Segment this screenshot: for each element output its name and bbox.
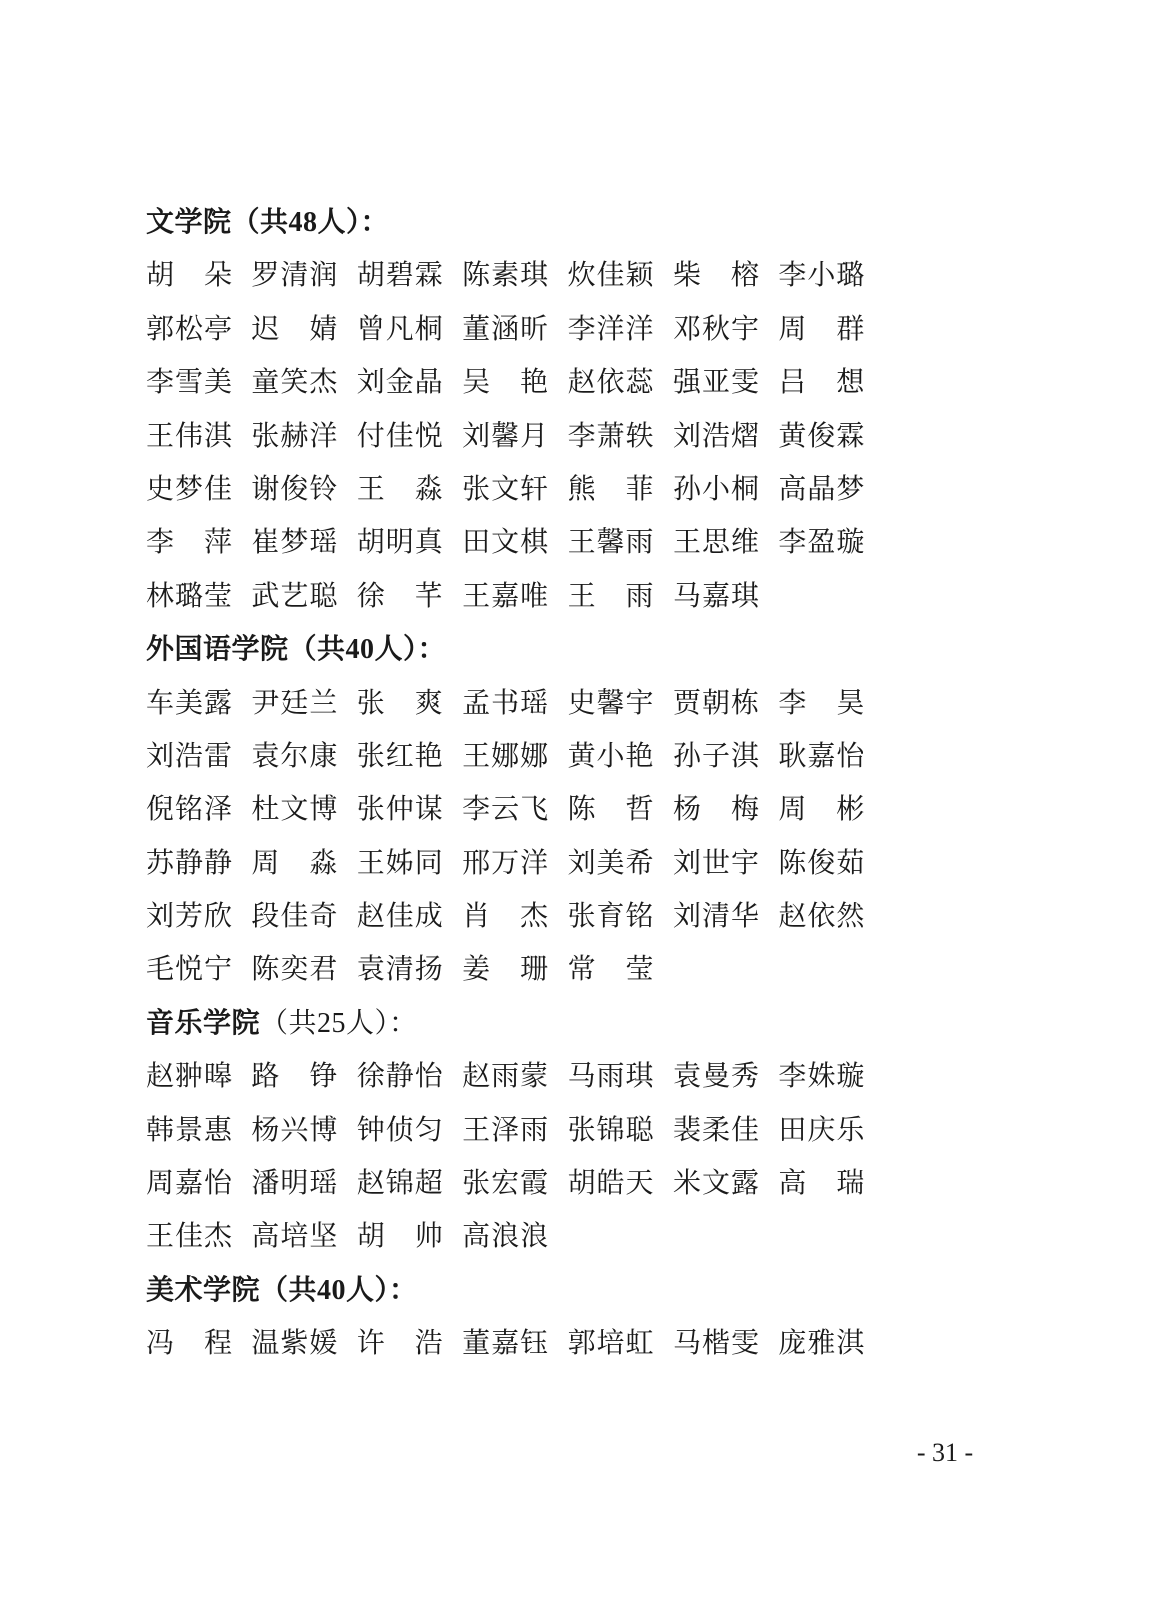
college-section <box>146 623 876 997</box>
student-name: 潘明瑶 <box>251 1168 338 1200</box>
student-name: 耿嘉怡 <box>778 740 865 772</box>
student-name: 车美露 <box>146 687 232 719</box>
student-name: 强亚雯 <box>672 367 759 399</box>
college-heading <box>146 997 876 1050</box>
student-name: 黄小艳 <box>567 740 654 772</box>
student-name: 徐 芊 <box>356 580 443 612</box>
student-name: 孙子淇 <box>672 740 759 772</box>
student-name: 马嘉琪 <box>672 580 759 612</box>
name-grid <box>146 1050 876 1264</box>
college-title: 文学院 <box>146 207 232 238</box>
student-name: 韩景惠 <box>146 1114 232 1146</box>
student-name: 赵锦超 <box>356 1168 443 1200</box>
college-count: （共25人）： <box>260 1007 418 1039</box>
student-name: 董涵昕 <box>462 313 549 345</box>
student-name: 董嘉钰 <box>462 1328 549 1360</box>
student-name: 迟 婧 <box>251 313 338 345</box>
college-heading <box>146 196 876 249</box>
college-heading <box>146 1264 876 1317</box>
student-name: 马雨琪 <box>567 1061 654 1093</box>
student-name: 武艺聪 <box>251 580 338 612</box>
student-name: 童笑杰 <box>251 367 338 399</box>
student-name: 史馨宇 <box>567 687 654 719</box>
student-name: 刘浩雷 <box>146 740 232 772</box>
student-name: 王佳杰 <box>146 1221 232 1253</box>
student-name: 姜 珊 <box>462 954 549 986</box>
student-name: 黄俊霖 <box>778 420 865 452</box>
student-name: 李小璐 <box>778 260 865 292</box>
student-name: 炊佳颖 <box>567 260 654 292</box>
student-name: 赵雨蒙 <box>462 1061 549 1093</box>
student-name: 高晶梦 <box>778 473 865 505</box>
student-name: 田文棋 <box>462 527 549 559</box>
student-name: 王姊同 <box>356 847 443 879</box>
student-name: 陈 哲 <box>567 794 654 826</box>
student-name: 张仲谋 <box>356 794 443 826</box>
college-count: （共40人）： <box>288 634 447 666</box>
student-name: 段佳奇 <box>251 901 338 933</box>
student-name: 高浪浪 <box>462 1221 549 1253</box>
student-name: 王思维 <box>672 527 759 559</box>
student-name: 胡明真 <box>356 527 443 559</box>
student-name: 孟书瑶 <box>462 687 549 719</box>
student-name: 陈素琪 <box>462 260 549 292</box>
student-name: 胡 朵 <box>146 260 232 292</box>
student-name: 刘世宇 <box>672 847 759 879</box>
student-name: 陈俊茹 <box>778 847 865 879</box>
student-name: 李 萍 <box>146 527 232 559</box>
college-count: （共40人）： <box>260 1274 418 1306</box>
student-name: 温紫媛 <box>251 1328 338 1360</box>
student-name: 马楷雯 <box>672 1328 759 1360</box>
name-grid <box>146 1317 876 1370</box>
student-name: 杨兴博 <box>251 1114 338 1146</box>
student-name: 郭松亭 <box>146 313 232 345</box>
student-name: 胡皓天 <box>567 1168 654 1200</box>
student-name: 郭培虹 <box>567 1328 654 1360</box>
college-section <box>146 997 876 1264</box>
college-count: （共48人）： <box>231 207 390 238</box>
student-name: 李萧轶 <box>567 420 654 452</box>
student-name: 张锦聪 <box>567 1114 654 1146</box>
student-name: 杜文博 <box>251 794 338 826</box>
student-name: 倪铭泽 <box>146 794 232 826</box>
name-grid <box>146 249 876 623</box>
student-name: 高培坚 <box>251 1221 338 1253</box>
student-name: 崔梦瑶 <box>251 527 338 559</box>
student-name: 张赫洋 <box>251 420 338 452</box>
student-name: 冯 程 <box>146 1328 232 1360</box>
student-name: 赵依蕊 <box>567 367 654 399</box>
student-name: 王嘉唯 <box>462 580 549 612</box>
student-name: 米文露 <box>672 1168 759 1200</box>
student-name: 吴 艳 <box>462 367 549 399</box>
student-name: 吕 想 <box>778 367 865 399</box>
student-name: 胡 帅 <box>356 1221 443 1253</box>
student-name: 胡碧霖 <box>356 260 443 292</box>
student-name: 周 群 <box>778 313 865 345</box>
student-name: 赵翀暤 <box>146 1061 232 1093</box>
student-name: 李盈璇 <box>778 527 865 559</box>
student-name: 刘美希 <box>567 847 654 879</box>
student-name: 周 淼 <box>251 847 338 879</box>
student-name: 曾凡桐 <box>356 313 443 345</box>
student-name: 赵依然 <box>778 901 865 933</box>
name-list-content <box>146 196 876 1371</box>
name-grid <box>146 677 876 997</box>
student-name: 谢俊铃 <box>251 473 338 505</box>
student-name: 柴 榕 <box>672 260 759 292</box>
student-name: 陈奕君 <box>251 954 338 986</box>
student-name: 苏静静 <box>146 847 232 879</box>
student-name: 周嘉怡 <box>146 1168 232 1200</box>
student-name: 庞雅淇 <box>778 1328 865 1360</box>
student-name: 常 莹 <box>567 954 654 986</box>
student-name: 刘芳欣 <box>146 901 232 933</box>
student-name: 邓秋宇 <box>672 313 759 345</box>
student-name: 袁尔康 <box>251 740 338 772</box>
student-name: 张育铭 <box>567 901 654 933</box>
student-name: 王伟淇 <box>146 420 232 452</box>
student-name: 周 彬 <box>778 794 865 826</box>
student-name: 裴柔佳 <box>672 1114 759 1146</box>
student-name: 林璐莹 <box>146 580 232 612</box>
student-name: 刘浩熠 <box>672 420 759 452</box>
student-name: 尹廷兰 <box>251 687 338 719</box>
student-name: 史梦佳 <box>146 473 232 505</box>
student-name: 赵佳成 <box>356 901 443 933</box>
student-name: 张 爽 <box>356 687 443 719</box>
student-name: 袁清扬 <box>356 954 443 986</box>
student-name: 钟侦匀 <box>356 1114 443 1146</box>
student-name: 李雪美 <box>146 367 232 399</box>
student-name: 张宏霞 <box>462 1168 549 1200</box>
student-name: 王 雨 <box>567 580 654 612</box>
college-section <box>146 196 876 623</box>
student-name: 徐静怡 <box>356 1061 443 1093</box>
student-name: 袁曼秀 <box>672 1061 759 1093</box>
student-name: 张文轩 <box>462 473 549 505</box>
student-name: 孙小桐 <box>672 473 759 505</box>
student-name: 王 淼 <box>356 473 443 505</box>
student-name: 贾朝栋 <box>672 687 759 719</box>
student-name: 付佳悦 <box>356 420 443 452</box>
student-name: 李姝璇 <box>778 1061 865 1093</box>
student-name: 李 昊 <box>778 687 865 719</box>
student-name: 杨 梅 <box>672 794 759 826</box>
student-name: 刘清华 <box>672 901 759 933</box>
student-name: 王馨雨 <box>567 527 654 559</box>
student-name: 高 瑞 <box>778 1168 865 1200</box>
college-title: 音乐学院 <box>146 1007 261 1039</box>
college-section <box>146 1264 876 1371</box>
student-name: 王娜娜 <box>462 740 549 772</box>
student-name: 罗清润 <box>251 260 338 292</box>
student-name: 张红艳 <box>356 740 443 772</box>
student-name: 许 浩 <box>356 1328 443 1360</box>
college-heading <box>146 623 876 676</box>
student-name: 路 铮 <box>251 1061 338 1093</box>
student-name: 田庆乐 <box>778 1114 865 1146</box>
student-name: 熊 菲 <box>567 473 654 505</box>
student-name: 李洋洋 <box>567 313 654 345</box>
student-name: 李云飞 <box>462 794 549 826</box>
student-name: 毛悦宁 <box>146 954 232 986</box>
college-title: 外国语学院 <box>146 634 289 666</box>
student-name: 邢万洋 <box>462 847 549 879</box>
student-name: 刘馨月 <box>462 420 549 452</box>
college-title: 美术学院 <box>146 1274 261 1306</box>
page-number: - 31 - <box>916 1438 974 1467</box>
student-name: 刘金晶 <box>356 367 443 399</box>
student-name: 肖 杰 <box>462 901 549 933</box>
student-name: 王泽雨 <box>462 1114 549 1146</box>
